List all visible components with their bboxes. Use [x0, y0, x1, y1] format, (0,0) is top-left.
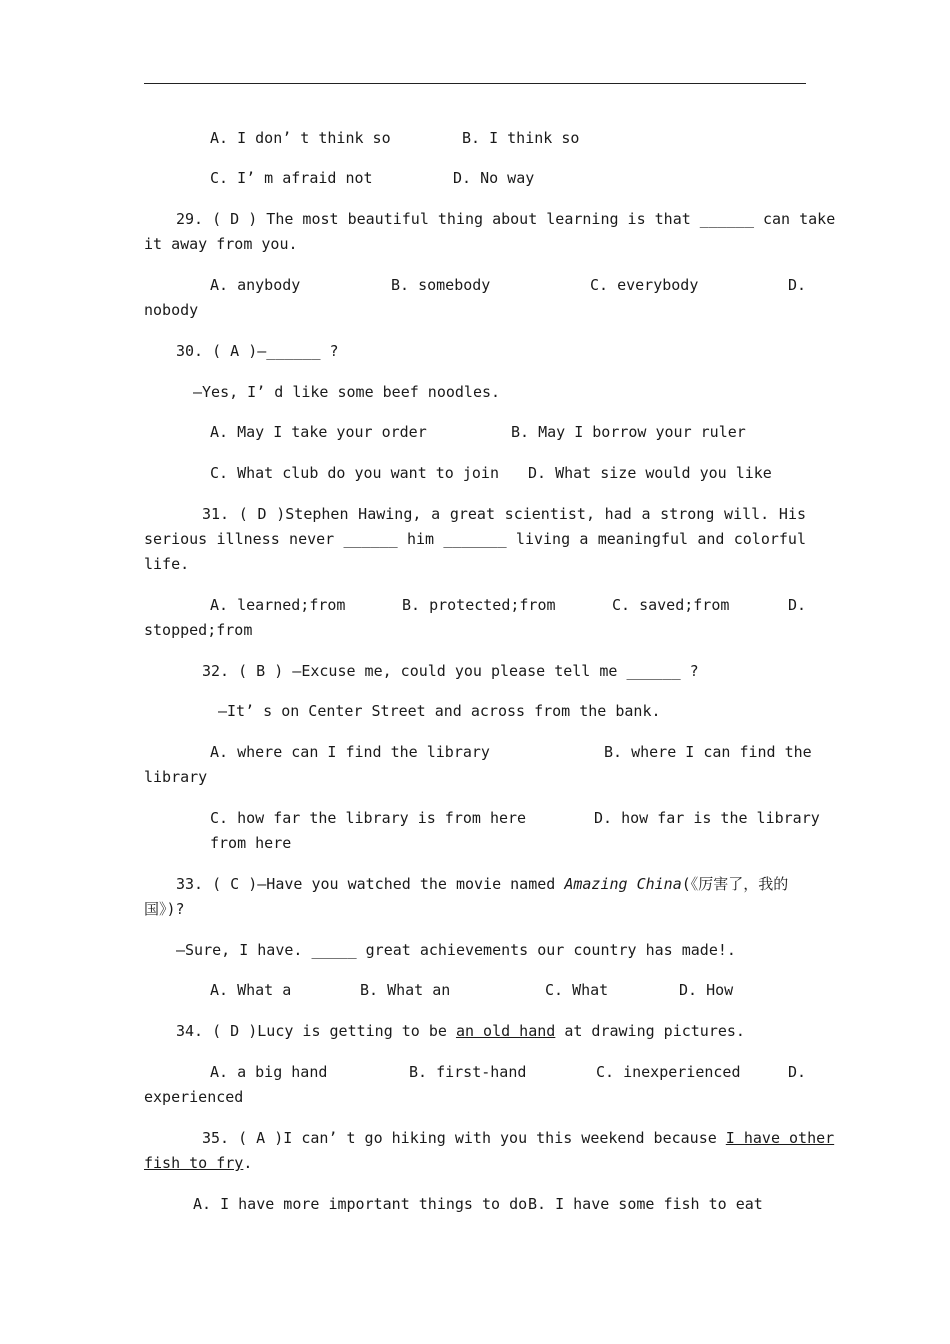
- q35-option-a: A. I have more important things to do: [193, 1195, 528, 1213]
- q29-option-b: B. somebody: [391, 276, 491, 294]
- q30-reply: —Yes, I’ d like some beef noodles.: [193, 383, 501, 401]
- q30-option-c: C. What club do you want to join: [210, 464, 499, 482]
- q33-reply: —Sure, I have. _____ great achievements our country has made!.: [176, 941, 736, 959]
- q33-option-c: C. What: [545, 981, 609, 999]
- q33-question-prefix: 33. ( C )—Have you watched the movie named: [176, 875, 565, 893]
- q29-option-c: C. everybody: [590, 276, 699, 294]
- q34-option-b: B. first-hand: [409, 1063, 527, 1081]
- q34-question-suffix: at drawing pictures.: [555, 1022, 745, 1040]
- q28-option-a: A. I don’ t think so: [210, 129, 391, 147]
- q32-option-d: D. how far is the library: [594, 809, 820, 827]
- q32-option-b-cont: library: [144, 768, 208, 786]
- q33-option-a: A. What a: [210, 981, 292, 999]
- q35-question-cont: [144, 1153, 252, 1173]
- q30-option-a: A. May I take your order: [210, 423, 427, 441]
- q28-option-b: B. I think so: [462, 129, 580, 147]
- q31-option-b: B. protected;from: [402, 596, 556, 614]
- q30-question: 30. ( A )—______ ?: [176, 342, 339, 360]
- q34-question: [176, 1021, 745, 1041]
- q30-option-d: D. What size would you like: [528, 464, 772, 482]
- q32-reply: —It’ s on Center Street and across from the bank.: [218, 702, 661, 720]
- q33-question-suffix: (《厉害了，我的: [681, 875, 789, 893]
- q32-option-c: C. how far the library is from here: [210, 809, 527, 827]
- q28-option-d: D. No way: [453, 169, 535, 187]
- q33-option-d: D. How: [679, 981, 734, 999]
- q29-question-cont: it away from you.: [144, 235, 298, 253]
- q34-option-d: D.: [788, 1063, 807, 1081]
- q31-question-end: life.: [144, 555, 190, 573]
- q32-option-d-cont: from here: [210, 834, 292, 852]
- q34-question-prefix: 34. ( D )Lucy is getting to be: [176, 1022, 456, 1040]
- q34-option-c: C. inexperienced: [596, 1063, 741, 1081]
- q31-option-a: A. learned;from: [210, 596, 346, 614]
- q29-question: 29. ( D ) The most beautiful thing about learning is that ______ can take: [176, 210, 836, 228]
- q31-option-d-cont: stopped;from: [144, 621, 253, 639]
- q29-option-d: D.: [788, 276, 807, 294]
- q31-option-c: C. saved;from: [612, 596, 730, 614]
- q32-option-a: A. where can I find the library: [210, 743, 490, 761]
- q35-question-prefix: 35. ( A )I can’ t go hiking with you this weekend because: [202, 1129, 726, 1147]
- q34-underlined-phrase: an old hand: [455, 1022, 556, 1040]
- q32-question: 32. ( B ) —Excuse me, could you please tell me ______ ?: [202, 662, 699, 680]
- q33-option-b: B. What an: [360, 981, 451, 999]
- q28-option-c: C. I’ m afraid not: [210, 169, 373, 187]
- q33-question: [176, 874, 788, 894]
- q35-question-suffix: .: [243, 1154, 253, 1172]
- q35-option-b: B. I have some fish to eat: [528, 1195, 763, 1213]
- q31-question-cont: serious illness never ______ him _______ living a meaningful and colorful: [144, 530, 806, 548]
- q34-option-d-cont: experienced: [144, 1088, 244, 1106]
- q35-underlined-phrase-1: I have other: [725, 1129, 835, 1147]
- q29-option-a: A. anybody: [210, 276, 301, 294]
- q33-question-cont: 国》)?: [144, 900, 185, 918]
- q29-option-d-cont: nobody: [144, 301, 199, 319]
- header-rule: [144, 83, 806, 84]
- q31-option-d: D.: [788, 596, 807, 614]
- q30-option-b: B. May I borrow your ruler: [511, 423, 746, 441]
- q31-question: 31. ( D )Stephen Hawing, a great scientist, had a strong will. His: [202, 505, 806, 523]
- q35-question: [202, 1128, 835, 1148]
- q32-option-b: B. where I can find the: [604, 743, 812, 761]
- q35-underlined-phrase-2: fish to fry: [144, 1154, 244, 1172]
- q33-movie-title: Amazing China: [564, 875, 682, 893]
- q34-option-a: A. a big hand: [210, 1063, 328, 1081]
